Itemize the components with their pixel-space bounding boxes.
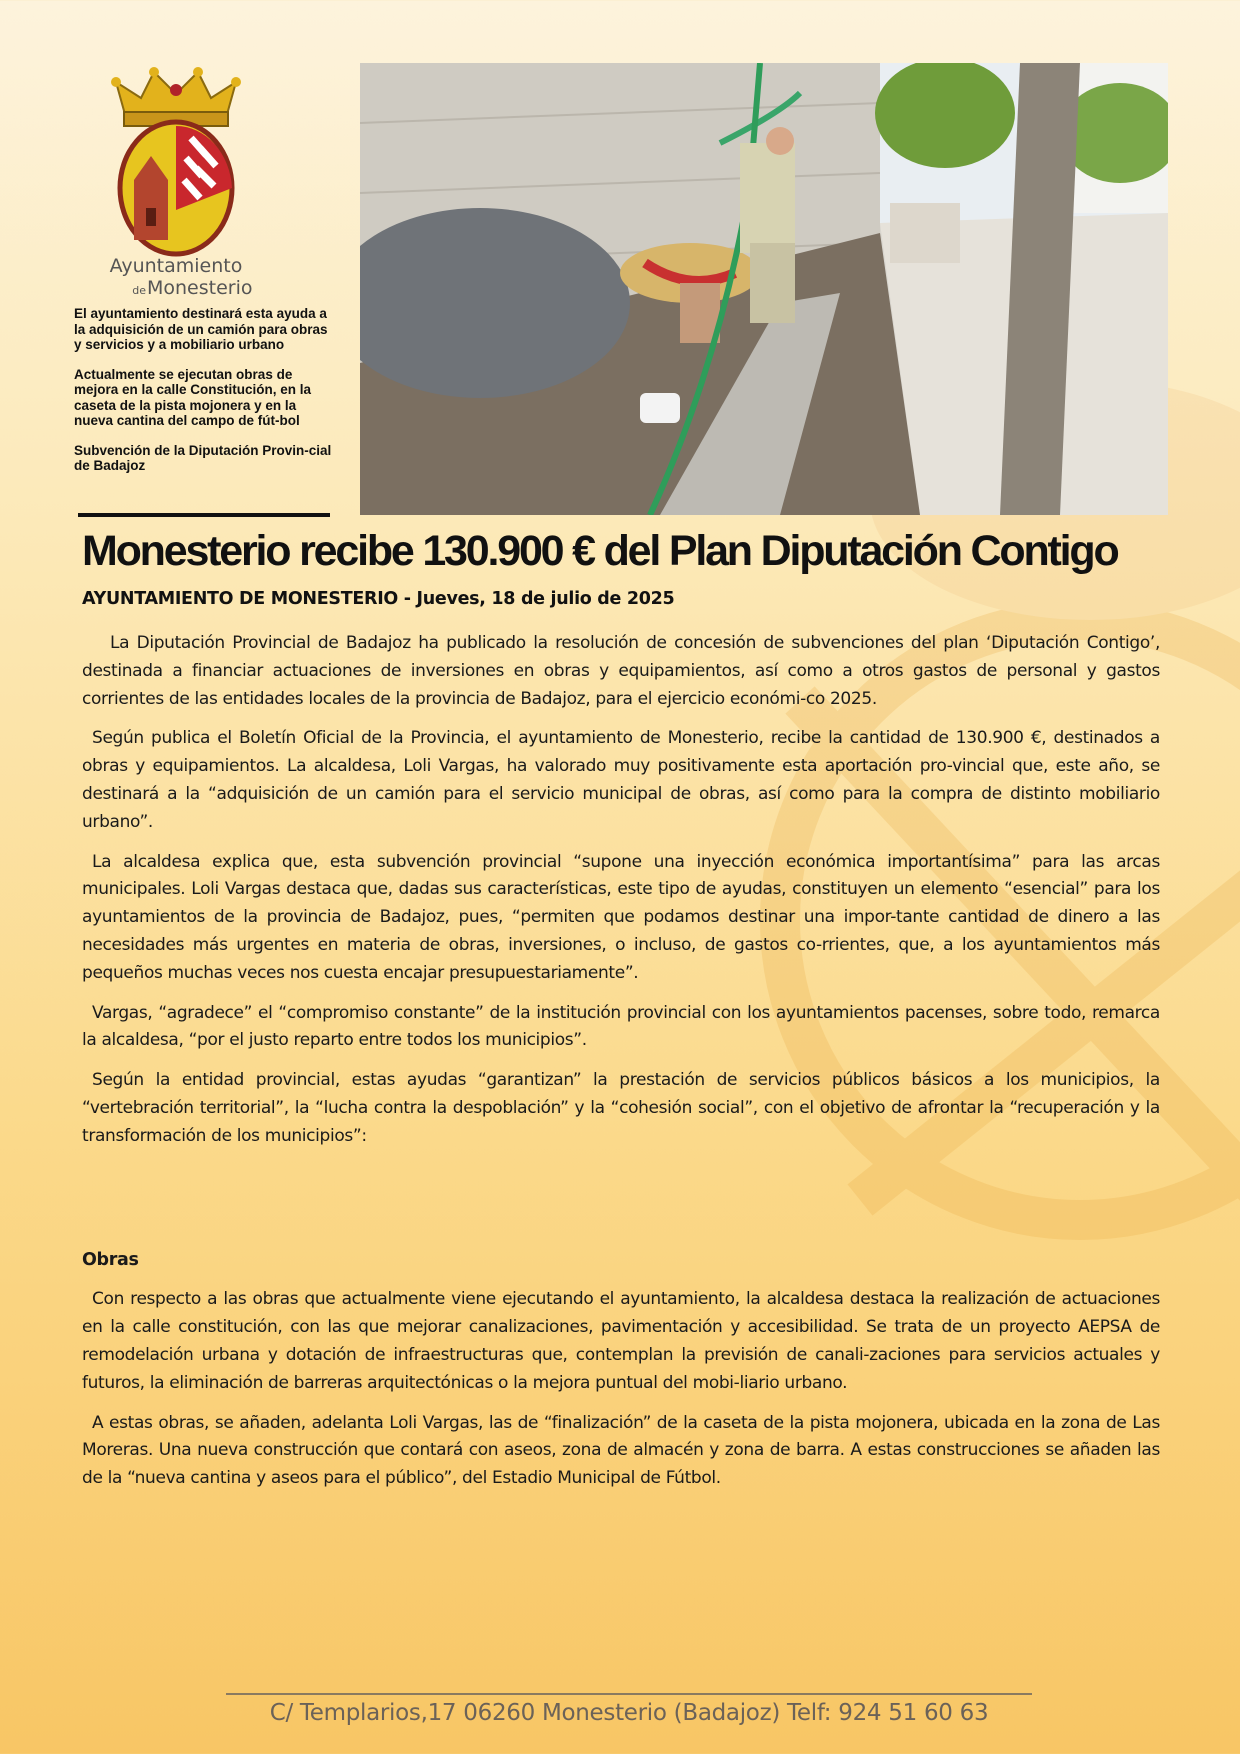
article-byline: AYUNTAMIENTO DE MONESTERIO - Jueves, 18 de julio de 2025 [82, 589, 675, 609]
sidebar-highlights [74, 306, 336, 488]
section-heading-obras: Obras [82, 1249, 139, 1270]
paragraph-4: Vargas, “agradece” el “compromiso constante” de la institución provincial con los ayuntamientos pacenses, sobre todo, remarca la alcaldesa, “por el justo reparto entre todos los municipios”. [82, 1002, 1160, 1051]
shield-icon [120, 122, 232, 254]
paragraph-3: La alcaldesa explica que, esta subvención provincial “supone una inyección económica importantísima” para las arcas municipales. Loli Vargas destaca que, dadas sus características, este tipo de ayudas, constituyen un elemento “esencial” para los ayuntamientos de la provincia de Badajoz, pues, “permiten que podamos destinar una impor-tante cantidad de dinero a las necesidades más urgentes en materia de obras, inversiones, o incluso, de gastos co-rrientes, que, a los ayuntamientos más pequeños muchas veces nos cuesta encajar presupuestariamente”. [82, 851, 1160, 983]
town-coat-of-arms-logo [96, 60, 256, 300]
highlight-2: Actualmente se ejecutan obras de mejora en la calle Constitución, en la caseta de la pista mojonera y en la nueva cantina del campo de fút-bol [74, 366, 312, 428]
crown-icon [111, 67, 241, 126]
highlight-1: El ayuntamiento destinará esta ayuda a la adquisición de un camión para obras y servicios y a mobiliario urbano [74, 306, 328, 352]
sidebar-divider [78, 513, 330, 517]
paragraph-1: La Diputación Provincial de Badajoz ha publicado la resolución de concesión de subvenciones del plan ‘Diputación Contigo’, destinada a financiar actuaciones de inversiones en obras y equipamientos, así como a otros gastos de personal y gastos corrientes de las entidades locales de la provincia de Badajoz, para el ejercicio económi-co 2025. [82, 633, 1160, 709]
article-photo [360, 63, 1168, 515]
logo-name-line1: Ayuntamiento [109, 255, 243, 277]
footer-address: C/ Templarios,17 06260 Monesterio (Badajoz) Telf: 924 51 60 63 [269, 1700, 989, 1726]
logo-name-line2: Monesterio [147, 277, 253, 299]
highlight-3: Subvención de la Diputación Provin-cial de Badajoz [74, 442, 332, 473]
paragraph-5: Según la entidad provincial, estas ayudas “garantizan” la prestación de servicios públicos básicos a los municipios, la “vertebración territorial”, la “lucha contra la despoblación” y la “cohesión social”, con el objetivo de afrontar la “recuperación y la transformación de los municipios”: [82, 1070, 1160, 1146]
logo-name-de: de [132, 284, 146, 297]
article-headline: Monesterio recibe 130.900 € del Plan Diputación Contigo [82, 527, 1118, 575]
footer-divider [226, 1693, 1032, 1695]
section-paragraph-2: A estas obras, se añaden, adelanta Loli Vargas, las de “finalización” de la caseta de la pista mojonera, ubicada en la zona de Las Moreras. Una nueva construcción que contará con aseos, zona de almacén y zona de barra. A estas construcciones se añaden las de la “nueva cantina y aseos para el público”, del Estadio Municipal de Fútbol. [82, 1412, 1160, 1489]
article-body [82, 630, 1160, 1505]
paragraph-2: Según publica el Boletín Oficial de la Provincia, el ayuntamiento de Monesterio, recibe la cantidad de 130.900 €, destinados a obras y equipamientos. La alcaldesa, Loli Vargas, ha valorado muy positivamente esta aportación pro-vincial que, este año, se destinará a la “adquisición de un camión para el servicio municipal de obras, así como para la compra de distinto mobiliario urbano”. [82, 728, 1160, 832]
section-paragraph-1: Con respecto a las obras que actualmente viene ejecutando el ayuntamiento, la alcaldesa destaca la realización de actuaciones en la calle constitución, con las que mejorar canalizaciones, pavimentación y accesibilidad. Se trata de un proyecto AEPSA de remodelación urbana y dotación de infraestructuras que, contemplan la previsión de canali-zaciones para servicios actuales y futuros, la eliminación de barreras arquitectónicas o la mejora puntual del mobi-liario urbano. [82, 1289, 1160, 1393]
